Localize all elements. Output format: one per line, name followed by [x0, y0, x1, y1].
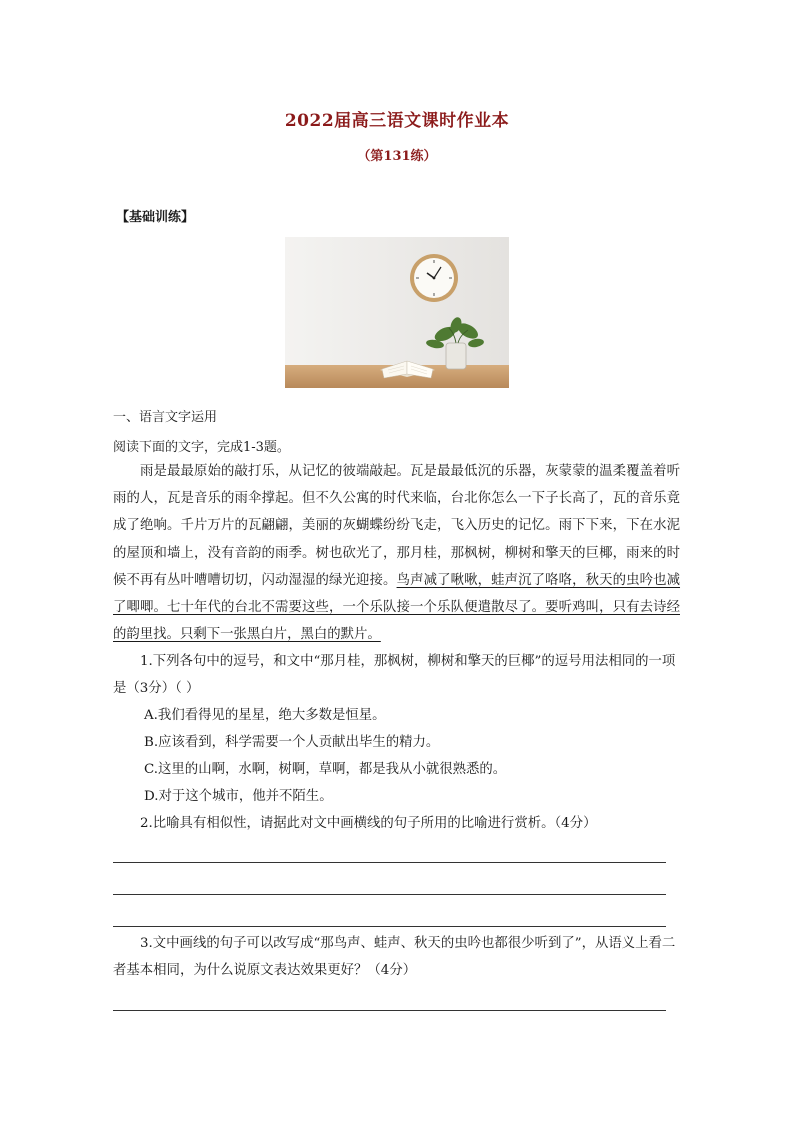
- answer-line[interactable]: [113, 1010, 666, 1011]
- answer-line[interactable]: [113, 894, 666, 895]
- question-1-option-b: B.应该看到，科学需要一个人贡献出毕生的精力。: [144, 735, 440, 750]
- question-1-option-c: C.这里的山啊，水啊，树啊，草啊，都是我从小就很熟悉的。: [144, 762, 507, 777]
- reading-instruction: 阅读下面的文字，完成1-3题。: [113, 440, 290, 455]
- section-tag: 【基础训练】: [116, 210, 195, 225]
- wall-clock-icon: [410, 254, 458, 302]
- question-3-stem: 3.文中画线的句子可以改写成“那鸟声、蛙声、秋天的虫吟也都很少听到了”，从语义上看二者基本相同，为什么说原文表达效果更好？（4分）: [113, 936, 676, 979]
- question-1-option-a: A.我们看得见的星星，绝大多数是恒星。: [144, 708, 386, 723]
- passage-text: 雨是最最原始的敲打乐，从记忆的彼端敲起。瓦是最最低沉的乐器，灰蒙蒙的温柔覆盖着听雨的人，瓦是音乐的雨伞撑起。但不久公寓的时代来临，台北你怎么一下子长高了，瓦的音乐竟成了绝响。千片万片的瓦翩翩，美丽的灰蝴蝶纷纷飞走，飞入历史的记忆。雨下下来，下在水泥的屋顶和墙上，没有音韵的雨季。树也砍光了，那月桂，那枫树，柳树和擎天的巨椰，雨来的时候不再有丛叶嘈嘈切切，闪动湿湿的绿光迎接。: [113, 464, 680, 588]
- reading-passage: [113, 458, 680, 648]
- underlined-passage-text: 鸟声减了啾啾，蛙声沉了咯咯，秋天的虫吟也减了唧唧。七十年代的台北不需要这些，一个乐队接一个乐队便遣散尽了。要听鸡叫，只有去诗经的韵里找。只剩下一张黑白片，黑白的默片。: [113, 572, 681, 643]
- question-1-option-d: D.对于这个城市，他并不陌生。: [144, 789, 333, 804]
- wall-clock-plant-book-photo: [285, 237, 509, 388]
- answer-line[interactable]: [113, 862, 666, 863]
- part-heading: 一、语言文字运用: [113, 410, 218, 425]
- question-2-stem: 2.比喻具有相似性，请据此对文中画横线的句子所用的比喻进行赏析。（4分）: [140, 816, 597, 831]
- document-title: 2022届高三语文课时作业本: [284, 111, 510, 131]
- answer-line[interactable]: [113, 926, 666, 927]
- document-subtitle: （第131练）: [357, 149, 437, 164]
- question-1-stem: 1.下列各句中的逗号，和文中“那月桂，那枫树，柳树和擎天的巨椰”的逗号用法相同的一项是（3分）（ ）: [113, 654, 676, 697]
